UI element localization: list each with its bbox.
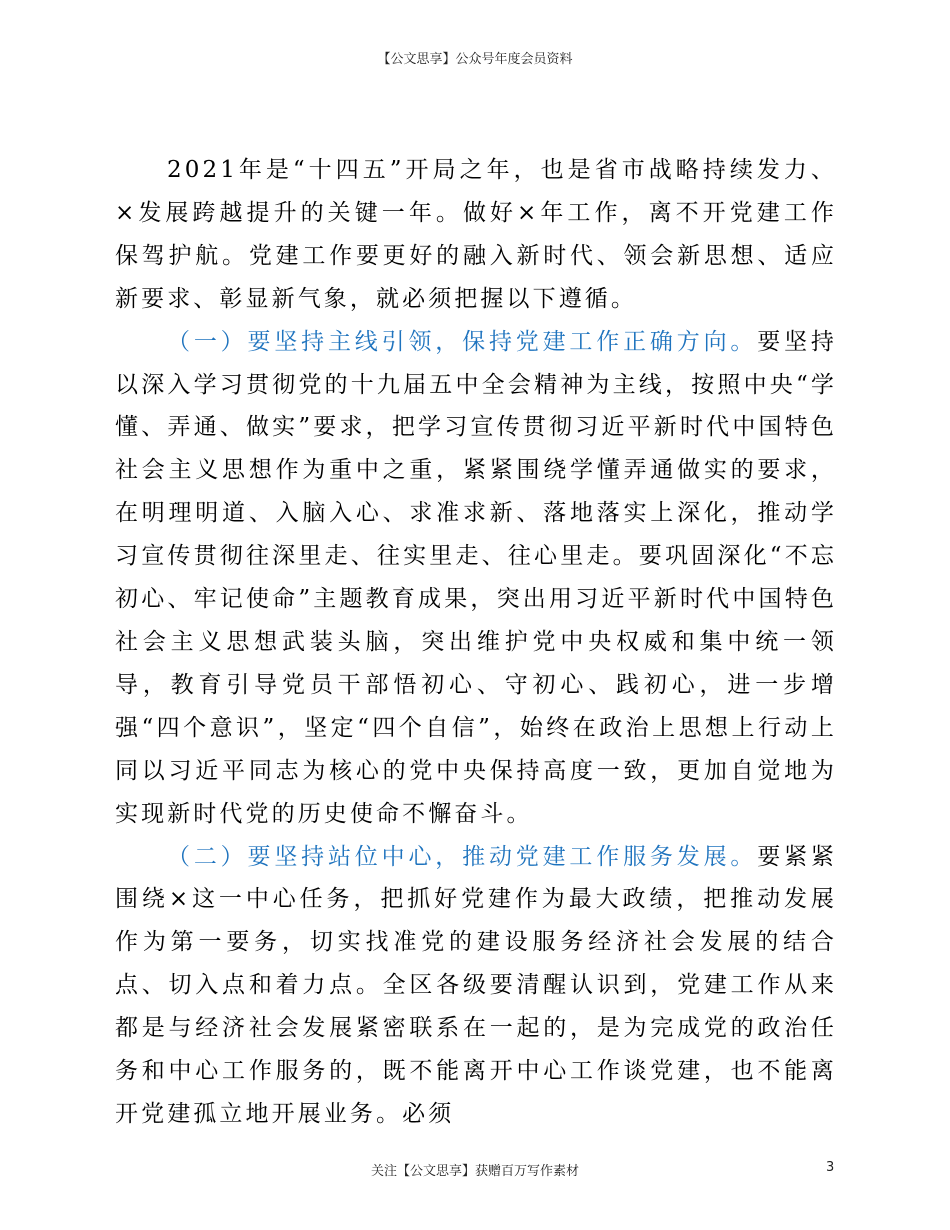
page-header: 【公文思享】公众号年度会员资料: [377, 52, 573, 67]
paragraph-section-2: [115, 836, 837, 1136]
document-body: [115, 149, 837, 1136]
page-footer: 关注【公文思享】获赠百万写作素材: [370, 1164, 579, 1179]
paragraph-intro: [115, 149, 837, 321]
paragraph-intro-text: 2021年是“十四五”开局之年，也是省市战略持续发力、×发展跨越提升的关键一年。做好×年工作，离不开党建工作保驾护航。党建工作要更好的融入新时代、领会新思想、适应新要求、彰显新气象，就必须把握以下遵循。: [115, 157, 837, 312]
paragraph-section-1: [115, 321, 837, 836]
section-1-text: 要坚持以深入学习贯彻党的十九届五中全会精神为主线，按照中央“学懂、弄通、做实”要求，把学习宣传贯彻习近平新时代中国特色社会主义思想作为重中之重，紧紧围绕学懂弄通做实的要求，在明理明道、入脑入心、求准求新、落地落实上深化，推动学习宣传贯彻往深里走、往实里走、往心里走。要巩固深化“不忘初心、牢记使命”主题教育成果，突出用习近平新时代中国特色社会主义思想武装头脑，突出维护党中央权威和集中统一领导，教育引导党员干部悟初心、守初心、践初心，进一步增强“四个意识”，坚定“四个自信”，始终在政治上思想上行动上同以习近平同志为核心的党中央保持高度一致，更加自觉地为实现新时代党的历史使命不懈奋斗。: [115, 328, 837, 827]
section-2-text: 要紧紧围绕×这一中心任务，把抓好党建作为最大政绩，把推动发展作为第一要务，切实找准党的建设服务经济社会发展的结合点、切入点和着力点。全区各级要清醒认识到，党建工作从来都是与经济社会发展紧密联系在一起的，是为完成党的政治任务和中心工作服务的，既不能离开中心工作谈党建，也不能离开党建孤立地开展业务。必须: [115, 843, 837, 1127]
page-number: 3: [826, 1160, 835, 1175]
section-1-heading: （一）要坚持主线引领，保持党建工作正确方向。: [167, 328, 758, 355]
section-2-heading: （二）要坚持站位中心，推动党建工作服务发展。: [167, 843, 758, 870]
